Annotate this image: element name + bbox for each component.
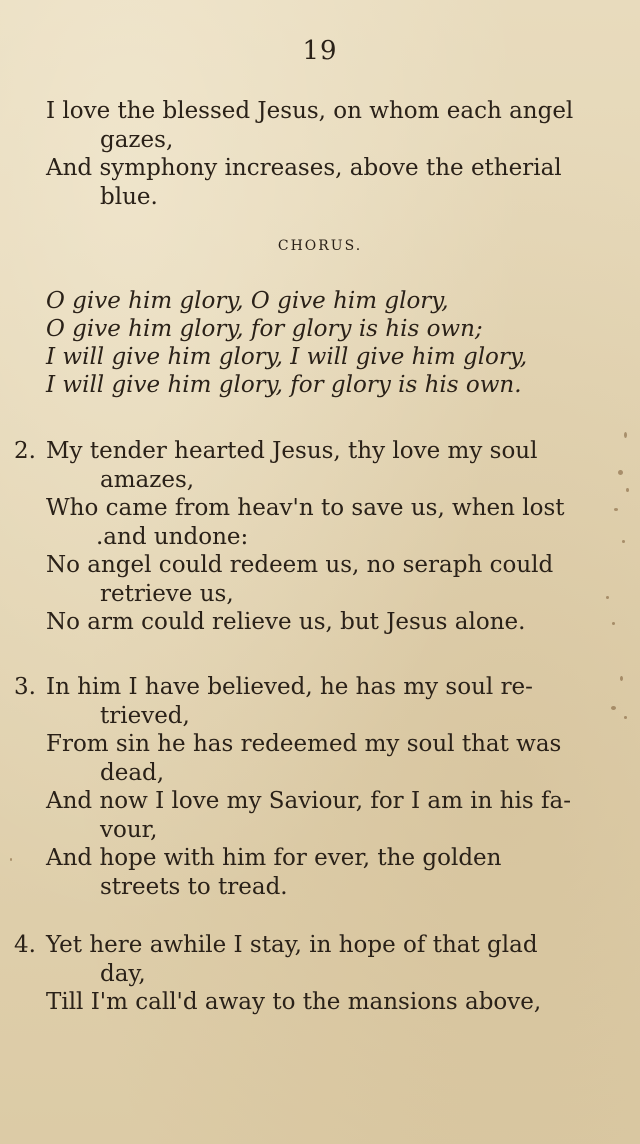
stanza-number: 4. bbox=[14, 932, 36, 958]
verse-line: day, bbox=[100, 961, 146, 987]
paper-speck bbox=[624, 432, 627, 438]
verse-line: retrieve us, bbox=[100, 581, 234, 607]
verse-line: And now I love my Saviour, for I am in his fa- bbox=[46, 788, 571, 814]
verse-line: Who came from heav'n to save us, when lost bbox=[46, 495, 565, 521]
chorus-line: O give him glory, O give him glory, bbox=[46, 288, 449, 314]
verse-line: From sin he has redeemed my soul that was bbox=[46, 731, 562, 757]
chorus-line: I will give him glory, I will give him glory, bbox=[46, 344, 528, 370]
stanza-number: 2. bbox=[14, 438, 36, 464]
verse-line: Till I'm call'd away to the mansions above, bbox=[46, 989, 542, 1015]
verse-line: vour, bbox=[100, 817, 158, 843]
verse-line: And symphony increases, above the etherial bbox=[46, 155, 562, 181]
verse-line: My tender hearted Jesus, thy love my soul bbox=[46, 438, 538, 464]
verse-line: streets to tread. bbox=[100, 874, 288, 900]
verse-line: dead, bbox=[100, 760, 165, 786]
paper-speck bbox=[606, 596, 609, 599]
paper-speck bbox=[614, 508, 618, 511]
verse-line: .and undone: bbox=[96, 524, 249, 550]
verse-line: amazes, bbox=[100, 467, 195, 493]
page-number: 19 bbox=[302, 36, 338, 66]
chorus-heading: CHORUS. bbox=[277, 238, 363, 254]
paper-speck bbox=[618, 470, 623, 475]
paper-speck bbox=[612, 622, 615, 625]
chorus-line: O give him glory, for glory is his own; bbox=[46, 316, 483, 342]
paper-speck bbox=[620, 676, 623, 681]
paper-speck bbox=[10, 858, 12, 861]
verse-line: gazes, bbox=[100, 127, 174, 153]
paper-speck bbox=[611, 706, 616, 710]
verse-line: I love the blessed Jesus, on whom each angel bbox=[46, 98, 574, 124]
chorus-line: I will give him glory, for glory is his own. bbox=[46, 372, 522, 398]
paper-speck bbox=[626, 488, 629, 492]
verse-line: No angel could redeem us, no seraph could bbox=[46, 552, 554, 578]
verse-line: In him I have believed, he has my soul re- bbox=[46, 674, 533, 700]
verse-line: No arm could relieve us, but Jesus alone. bbox=[46, 609, 526, 635]
paper-speck bbox=[624, 716, 627, 719]
verse-line: blue. bbox=[100, 184, 158, 210]
verse-line: Yet here awhile I stay, in hope of that glad bbox=[46, 932, 538, 958]
paper-speck bbox=[622, 540, 625, 543]
stanza-number: 3. bbox=[14, 674, 36, 700]
verse-line: trieved, bbox=[100, 703, 190, 729]
verse-line: And hope with him for ever, the golden bbox=[46, 845, 502, 871]
